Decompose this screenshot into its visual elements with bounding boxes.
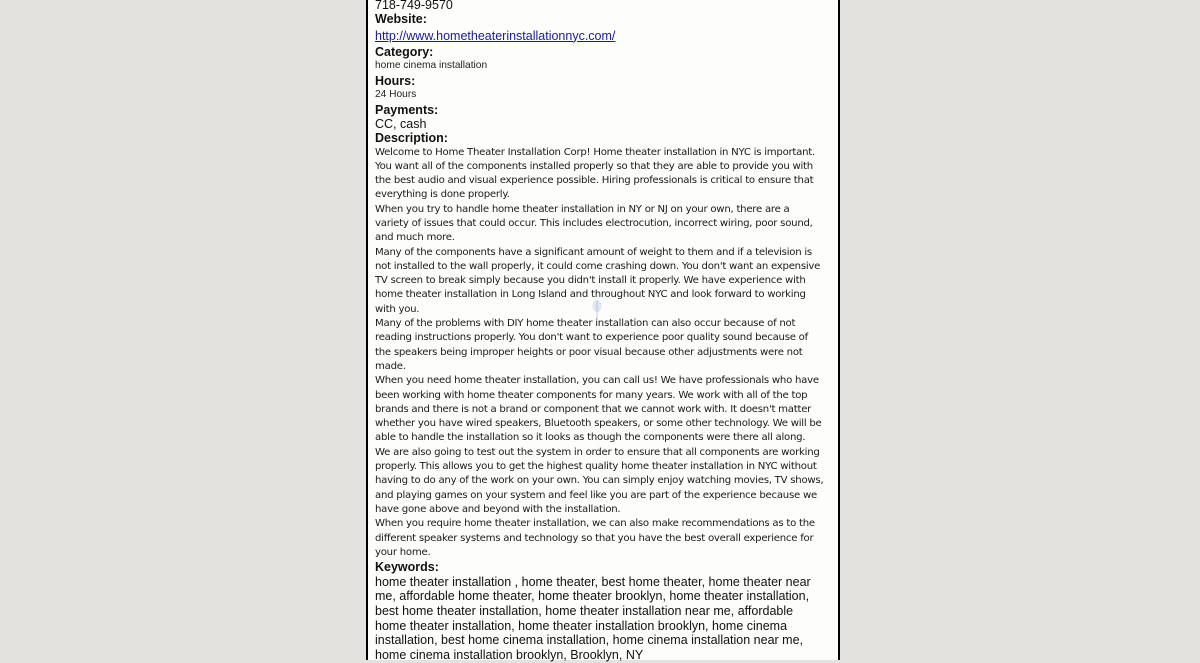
description-paragraph: Many of the components have a significant amount of weight to them and if a television is not installed to the wall properly, it could come crashing down. You don't want an expensive TV screen to break simply because you didn't install it properly. We have experience with home theater installation in Long Island and throughout NYC and look forward to working with you. [375, 246, 821, 315]
keywords-value: home theater installation , home theater, best home theater, home theater near me, affordable home theater, home theater brooklyn, home theater installation, best home theater installation, home theater installation near me, affordable home theater installation, home theater installation brooklyn, home cinema installation, best home cinema installation, home cinema installation near me, home cinema installation brooklyn, Brooklyn, NY [375, 574, 811, 663]
description-paragraph: When you require home theater installation, we can also make recommendations as to the different speaker systems and technology so that you have the best overall experience for your home. [375, 518, 815, 558]
description-paragraph: Many of the problems with DIY home theater installation can also occur because of not reading instructions properly. You don't want to experience poor quality sound because of the speakers being improper heights or poor visual because other adjustments were not made. [375, 318, 808, 372]
description-paragraph: When you need home theater installation, you can call us! We have professionals who have been working with home theater components for many years. We work with all of the top brands and there is not a brand or component that we cannot work with. It doesn't matter whether you have wired speakers, Bluetooth speakers, or some other technology. We will be able to handle the installation so it looks as though the components were there all along. [375, 375, 822, 444]
description-label: Description: [375, 131, 448, 145]
keywords-label: Keywords: [375, 560, 439, 575]
phone-number: 718-749-9570 [375, 0, 453, 12]
listing-content [375, 0, 825, 663]
description-paragraph: When you try to handle home theater installation in NY or NJ on your own, there are a variety of issues that could occur. This includes electrocution, incorrect wiring, poor sound, and much more. [375, 203, 813, 244]
category-value: home cinema installation [375, 60, 488, 71]
payments-label: Payments: [375, 102, 439, 117]
hours-label: Hours: [375, 73, 416, 88]
description-paragraph: Welcome to Home Theater Installation Corp! Home theater installation in NYC is important. You want all of the components installed properly so that they are able to provide you with the best audio and visual experience possible. Hiring professionals is critical to ensure that everything is done properly. [375, 146, 815, 201]
website-link[interactable]: http://www.hometheaterinstallationnyc.com/ [375, 28, 616, 43]
description-paragraph: We are also going to test out the system in order to ensure that all components are working properly. This allows you to get the highest quality home theater installation in NYC without having to do any of the work on your own. You can simply enjoy watching movies, TV shows, and playing games on your system and feel like you are part of the experience because we have gone above and beyond with the installation. [375, 446, 824, 515]
description-body [375, 146, 825, 561]
hours-value: 24 Hours [375, 89, 417, 100]
category-label: Category: [375, 44, 434, 59]
payments-value: CC, cash [375, 117, 427, 131]
business-listing-panel [366, 0, 840, 663]
website-label: Website: [375, 12, 427, 26]
